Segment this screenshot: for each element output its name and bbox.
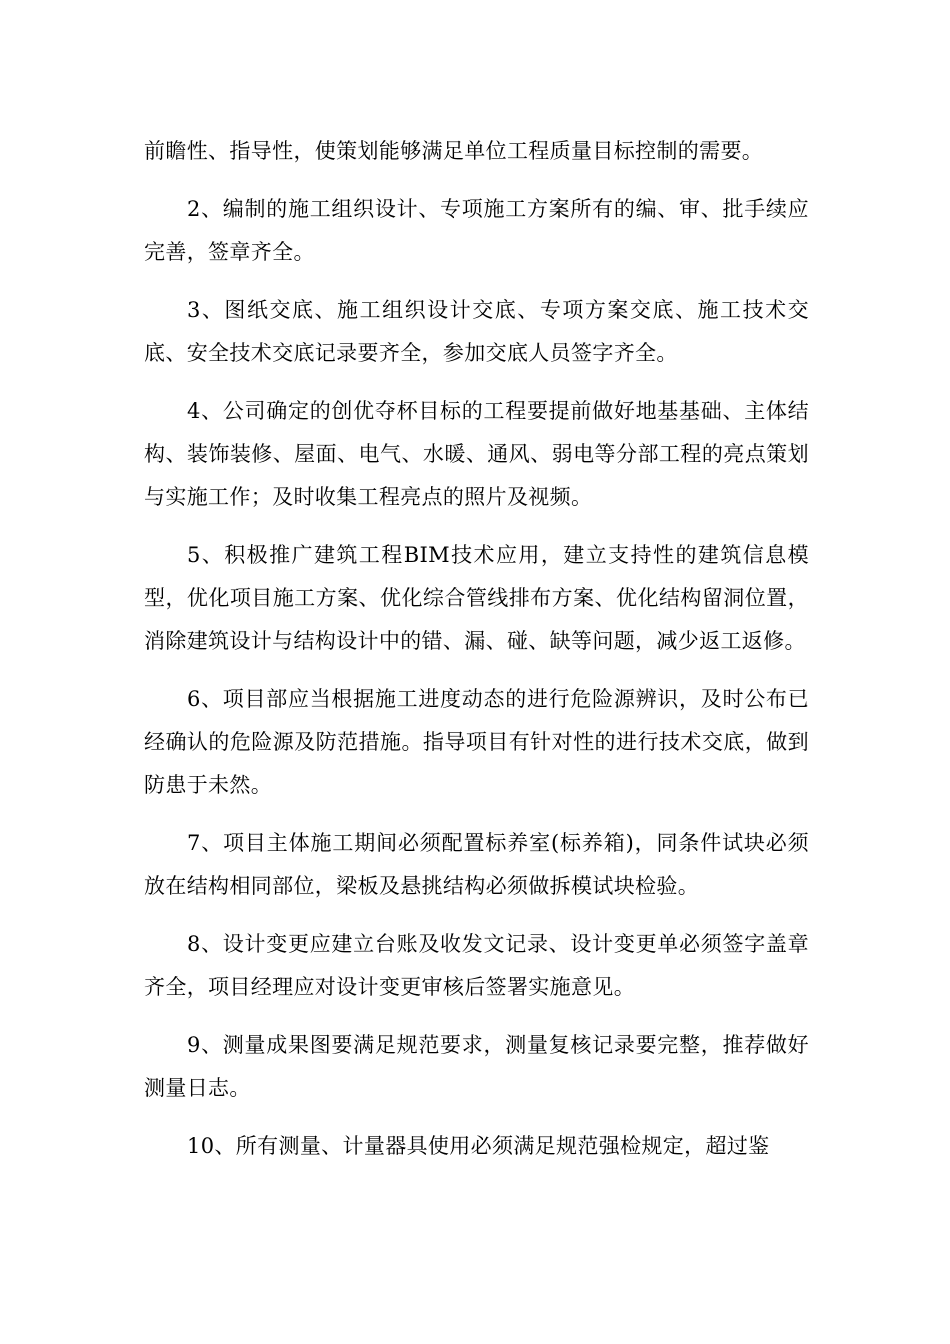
paragraph-item-2: 2、编制的施工组织设计、专项施工方案所有的编、审、批手续应完善，签章齐全。 — [144, 197, 809, 264]
paragraph-item-4: 4、公司确定的创优夺杯目标的工程要提前做好地基基础、主体结构、装饰装修、屋面、电气、水暖、通风、弱电等分部工程的亮点策划与实施工作；及时收集工程亮点的照片及视频。 — [144, 399, 809, 509]
paragraph-item-5: 5、积极推广建筑工程BIM技术应用，建立支持性的建筑信息模型，优化项目施工方案、优化综合管线排布方案、优化结构留洞位置，消除建筑设计与结构设计中的错、漏、碰、缺等问题，减少返工返修。 — [144, 543, 809, 653]
paragraph-continuation: 前瞻性、指导性，使策划能够满足单位工程质量目标控制的需要。 — [144, 139, 764, 163]
paragraph-item-10: 10、所有测量、计量器具使用必须满足规范强检规定，超过鉴 — [187, 1134, 770, 1158]
paragraph-item-3: 3、图纸交底、施工组织设计交底、专项方案交底、施工技术交底、安全技术交底记录要齐全，参加交底人员签字齐全。 — [144, 298, 809, 365]
paragraph-item-7: 7、项目主体施工期间必须配置标养室(标养箱)，同条件试块必须放在结构相同部位，梁板及悬挑结构必须做拆模试块检验。 — [144, 831, 809, 898]
paragraph-item-6: 6、项目部应当根据施工进度动态的进行危险源辨识，及时公布已经确认的危险源及防范措施。指导项目有针对性的进行技术交底，做到防患于未然。 — [144, 687, 809, 797]
document-body — [144, 130, 809, 1183]
paragraph-item-9: 9、测量成果图要满足规范要求，测量复核记录要完整，推荐做好测量日志。 — [144, 1033, 809, 1100]
paragraph-item-8: 8、设计变更应建立台账及收发文记录、设计变更单必须签字盖章齐全，项目经理应对设计变更审核后签署实施意见。 — [144, 932, 809, 999]
